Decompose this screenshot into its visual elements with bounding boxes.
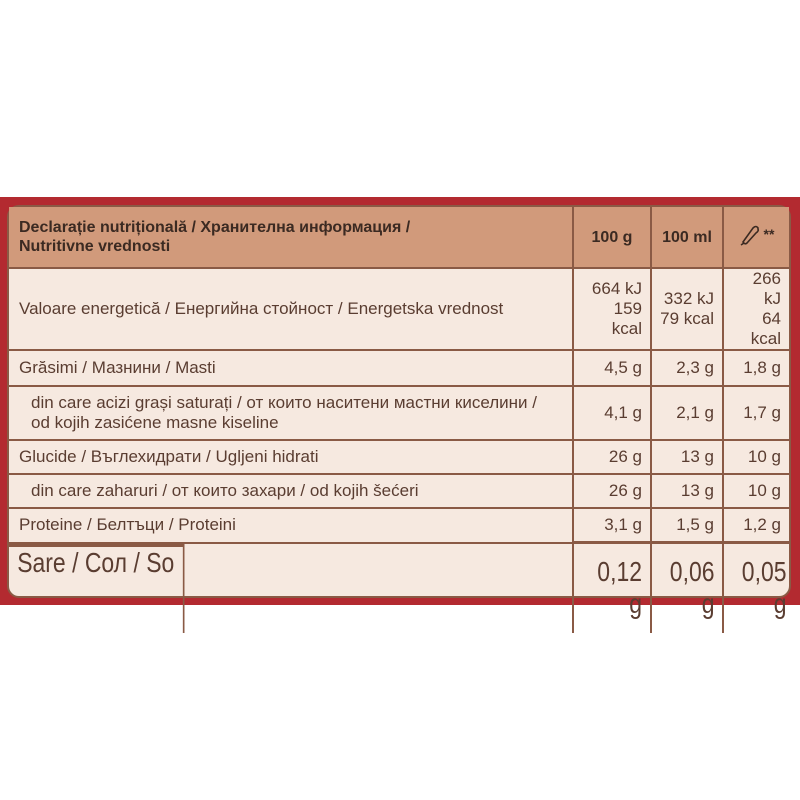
saturated-portion: 1,7 g [723,386,789,440]
row-label-fat: Grăsimi / Мазнини / Masti [9,350,573,386]
salt-portion-cell [723,543,789,633]
sugars-100g: 26 g [573,474,651,508]
column-header-100ml: 100 ml [651,207,723,268]
row-label-salt: Sare / Сол / So [17,546,175,578]
row-label-saturated-fat [9,386,573,440]
energy-portion-kcal: 64 kcal [750,309,781,348]
salt-100g-cell [573,543,651,633]
energy-100g [573,268,651,350]
title-line-1: Declarație nutrițională / Хранителна информация / [19,219,411,236]
protein-100ml: 1,5 g [651,508,723,543]
energy-100g-kj: 664 kJ [591,279,642,298]
row-label-energy: Valoare energetică / Енергийна стойност / Energetska vrednost [9,268,573,350]
nutrition-table [9,207,789,633]
fat-portion: 1,8 g [723,350,789,386]
row-label-carbohydrates: Glucide / Въглехидрати / Ugljeni hidrati [9,440,573,474]
table-row [9,543,789,633]
salt-100ml-cell [651,543,723,633]
table-header-row [9,207,789,268]
protein-portion: 1,2 g [723,508,789,543]
protein-100g: 3,1 g [573,508,651,543]
carbohydrates-portion: 10 g [723,440,789,474]
carbohydrates-100ml: 13 g [651,440,723,474]
table-row [9,386,789,440]
sugars-portion: 10 g [723,474,789,508]
energy-portion [723,268,789,350]
row-label-sugars: din care zaharuri / от които захари / od kojih šećeri [9,474,573,508]
salt-100g: 0,12 g [597,556,642,620]
ice-cream-bar-icon [739,224,761,246]
table-row [9,440,789,474]
column-header-100g: 100 g [573,207,651,268]
row-label-protein: Proteine / Белтъци / Proteini [9,508,573,543]
fat-100ml: 2,3 g [651,350,723,386]
row-label-salt-cell [9,544,184,633]
table-row [9,508,789,543]
column-header-portion [723,207,789,268]
sugars-100ml: 13 g [651,474,723,508]
nutrition-table-panel [7,205,791,620]
saturated-100g: 4,1 g [573,386,651,440]
saturated-label-line-1: din care acizi grași saturați / от които наситени мастни киселини / [31,393,537,412]
energy-100ml [651,268,723,350]
salt-100ml: 0,06 g [669,556,715,620]
table-title [9,207,573,268]
saturated-100ml: 2,1 g [651,386,723,440]
carbohydrates-100g: 26 g [573,440,651,474]
saturated-label-line-2: od kojih zasićene masne kiseline [31,413,279,432]
fat-100g: 4,5 g [573,350,651,386]
energy-100g-kcal: 159 kcal [611,299,642,338]
energy-portion-kj: 266 kJ [752,269,781,308]
table-row [9,268,789,350]
salt-portion: 0,05 g [741,556,787,620]
energy-100ml-kcal: 79 kcal [660,309,714,328]
table-row [9,350,789,386]
title-line-2: Nutritivne vrednosti [19,238,171,255]
table-row [9,474,789,508]
energy-100ml-kj: 332 kJ [663,289,714,308]
portion-footnote-marker: ** [763,226,775,242]
